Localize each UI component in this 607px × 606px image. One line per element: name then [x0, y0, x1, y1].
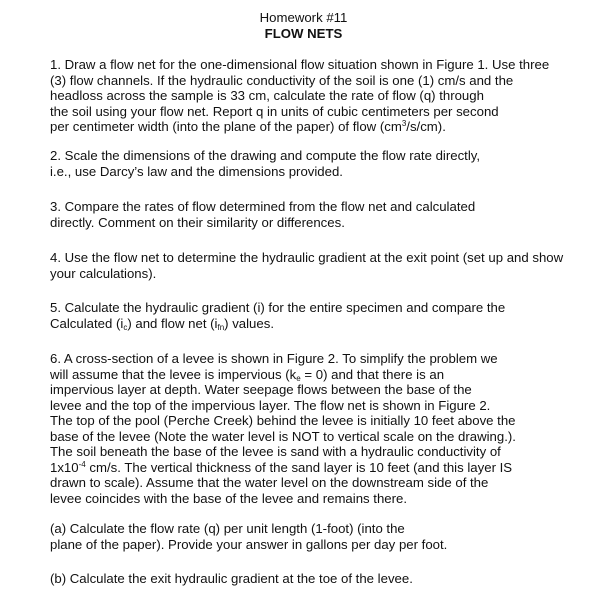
question-line: i.e., use Darcy’s law and the dimensions provided.: [50, 163, 343, 179]
homework-title: Homework #11: [259, 10, 348, 25]
question-6a: [50, 521, 598, 552]
question-4: [50, 250, 598, 281]
question-line: levee and the top of the impervious layer. The flow net is shown in Figure 2.: [50, 397, 491, 413]
question-3: [50, 199, 598, 230]
question-line: (a) Calculate the flow rate (q) per unit length (1-foot) (into the: [50, 521, 405, 536]
question-line: directly. Comment on their similarity or differences.: [50, 214, 345, 230]
question-line: impervious layer at depth. Water seepage flows between the base of the: [50, 382, 472, 397]
question-line: 4. Use the flow net to determine the hydraulic gradient at the exit point (set up and show: [50, 250, 564, 265]
question-line: Calculated $(i_c)$ and flow net $(i_{fn})$ values.: [50, 315, 274, 332]
question-5: [50, 300, 598, 331]
question-line: headloss across the sample is 33 cm, calculate the rate of flow (q) through: [50, 88, 484, 103]
question-line: your calculations).: [50, 265, 157, 281]
question-line: 2. Scale the dimensions of the drawing and compute the flow rate directly,: [50, 148, 481, 163]
question-line: plane of the paper). Provide your answer in gallons per day per foot.: [50, 536, 448, 552]
question-1: [50, 57, 598, 135]
question-line: base of the levee (Note the water level is NOT to vertical scale on the drawing.).: [50, 428, 516, 444]
question-line: 6. A cross-section of a levee is shown in Figure 2. To simplify the problem we: [50, 351, 498, 366]
question-6b: [50, 571, 598, 587]
question-line: The soil beneath the base of the levee is sand with a hydraulic conductivity of: [50, 444, 501, 459]
question-line: per centimeter width (into the plane of the paper) of flow $(cm^3/s/cm)$.: [50, 119, 446, 134]
question-2: [50, 148, 598, 179]
question-line: 3. Compare the rates of flow determined from the flow net and calculated: [50, 199, 476, 214]
question-line: levee coincides with the base of the levee and remains there.: [50, 490, 408, 506]
question-6: [50, 351, 598, 506]
question-line: 1. Draw a flow net for the one-dimensional flow situation shown in Figure 1. Use three: [50, 57, 550, 72]
question-line: drawn to scale). Assume that the water level on the downstream side of the: [50, 475, 489, 490]
question-line: $1x10^{-4}$ cm/s. The vertical thickness of the sand layer is 10 feet (and this layer IS: [50, 459, 513, 475]
question-line: (3) flow channels. If the hydraulic conductivity of the soil is one (1) cm/s and the: [50, 72, 514, 88]
question-line: The top of the pool (Perche Creek) behind the levee is initially 10 feet above the: [50, 413, 516, 428]
question-line: the soil using your flow net. Report q in units of cubic centimeters per second: [50, 103, 499, 119]
homework-subtitle: FLOW NETS: [264, 26, 343, 41]
question-line: 5. Calculate the hydraulic gradient (i) for the entire specimen and compare the: [50, 300, 506, 315]
question-line: will assume that the levee is impervious $(k_e = 0)$ and that there is an: [50, 366, 445, 383]
question-line: (b) Calculate the exit hydraulic gradient at the toe of the levee.: [50, 571, 413, 586]
